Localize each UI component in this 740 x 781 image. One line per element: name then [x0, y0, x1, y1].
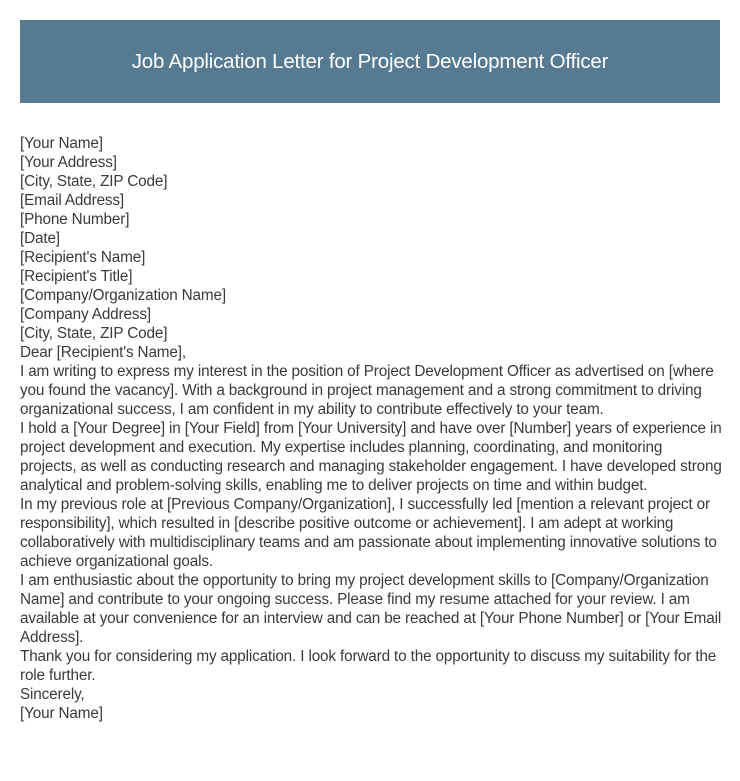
letter-date: [Date]	[20, 230, 60, 247]
recipient-address: [Company Address]	[20, 306, 151, 323]
letter-header	[20, 20, 720, 103]
recipient-name: [Recipient's Name]	[20, 249, 146, 266]
recipient-title: [Recipient's Title]	[20, 268, 133, 285]
sender-phone: [Phone Number]	[20, 211, 130, 228]
page-title: Job Application Letter for Project Development Officer	[131, 49, 609, 73]
sender-address: [Your Address]	[20, 154, 117, 171]
signature-name: [Your Name]	[20, 705, 103, 722]
salutation: Dear [Recipient's Name],	[20, 344, 186, 361]
recipient-city: [City, State, ZIP Code]	[20, 325, 168, 342]
recipient-company: [Company/Organization Name]	[20, 287, 226, 304]
paragraph-experience: In my previous role at [Previous Company/Organization], I successfully led [mention a relevant project or responsibility], which resulted in [describe positive outcome or achievement]. I am adept at working collaboratively with multidisciplinary teams and am passionate about implementing innovative solutions to achieve organizational goals.	[20, 496, 717, 570]
paragraph-closing: Thank you for considering my application. I look forward to the opportunity to discuss my suitability for the role further.	[20, 648, 717, 684]
letter-body	[20, 134, 722, 723]
sender-name: [Your Name]	[20, 135, 103, 152]
paragraph-intro: I am writing to express my interest in the position of Project Development Officer as advertised on [where you found the vacancy]. With a background in project management and a strong commitment to driving organizational success, I am confident in my ability to contribute effectively to your team.	[20, 363, 714, 418]
paragraph-enthusiasm: I am enthusiastic about the opportunity to bring my project development skills to [Company/Organization Name] and contribute to your ongoing success. Please find my resume attached for your review. I am available at your convenience for an interview and can be reached at [Your Phone Number] or [Your Email Address].	[20, 572, 722, 646]
sign-off: Sincerely,	[20, 686, 85, 703]
sender-city: [City, State, ZIP Code]	[20, 173, 168, 190]
paragraph-qualifications: I hold a [Your Degree] in [Your Field] from [Your University] and have over [Number] years of experience in project development and execution. My expertise includes planning, coordinating, and monitoring projects, as well as conducting research and managing stakeholder engagement. I have developed strong analytical and problem-solving skills, enabling me to deliver projects on time and within budget.	[20, 420, 722, 494]
sender-email: [Email Address]	[20, 192, 125, 209]
